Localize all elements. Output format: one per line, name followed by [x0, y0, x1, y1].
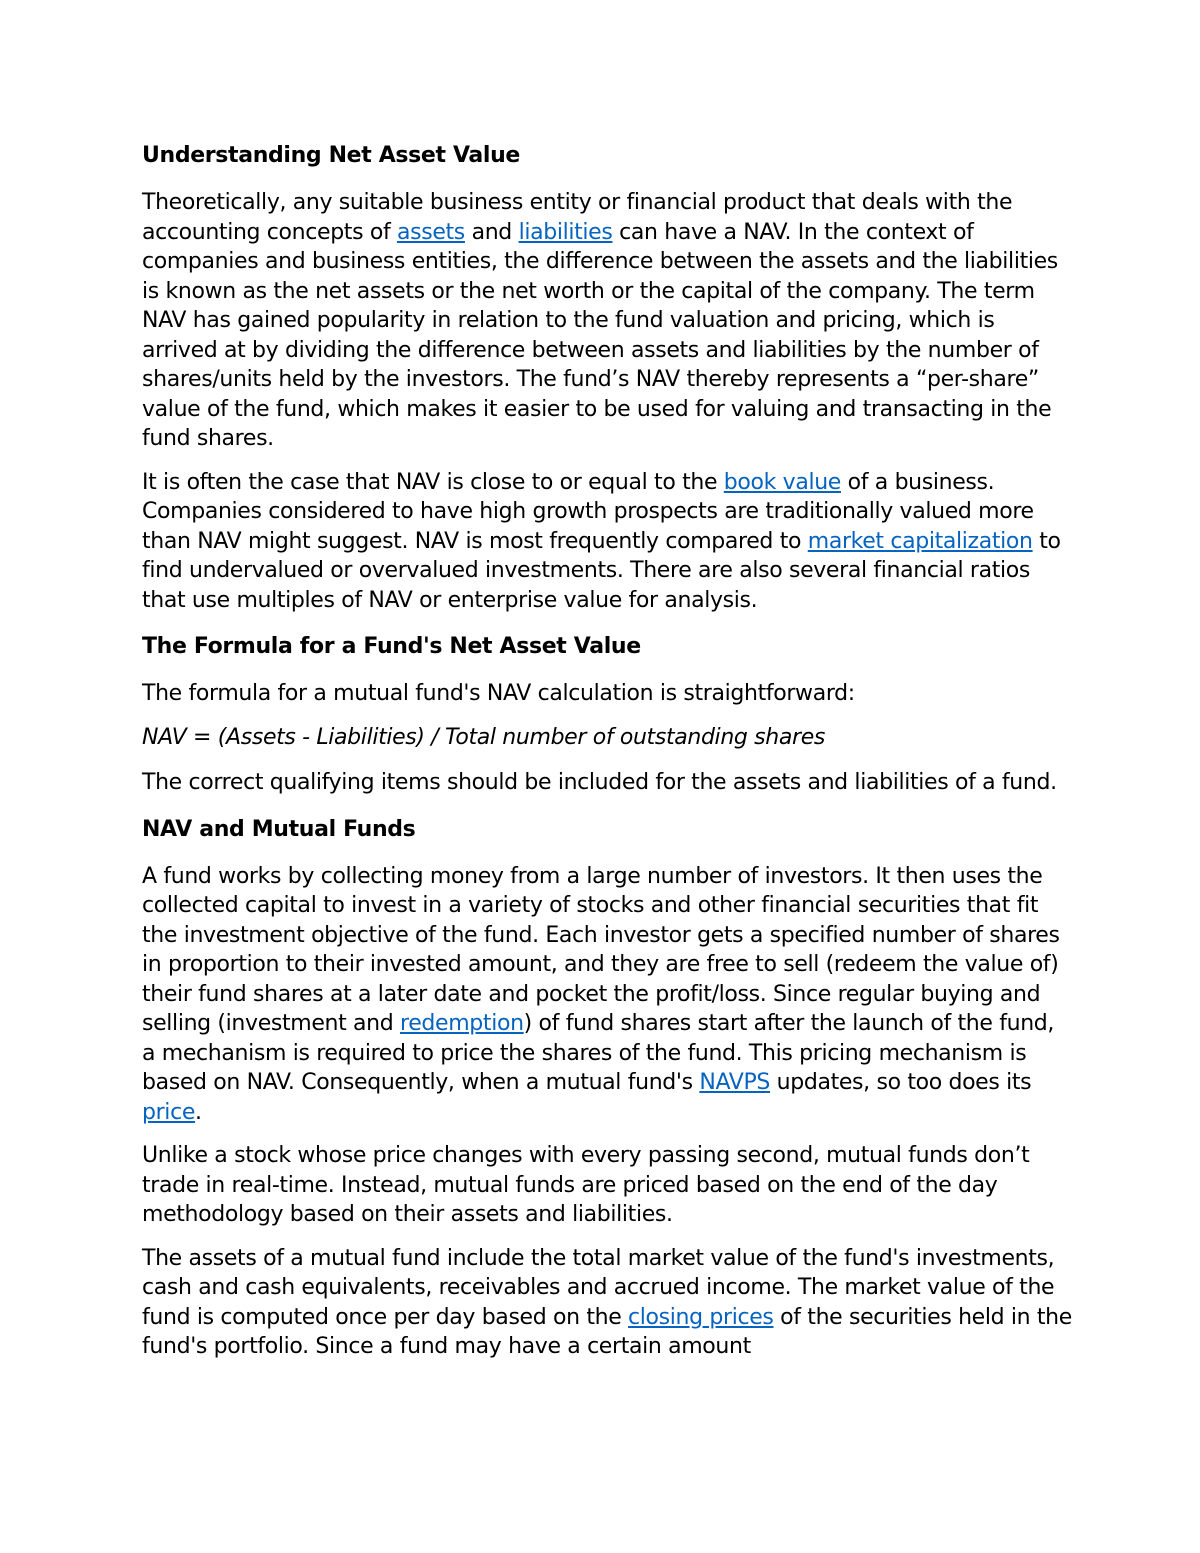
paragraph-text: updates, so too does its — [770, 1070, 1032, 1095]
document-page — [142, 138, 1072, 1376]
paragraph-text: of the securities held in the fund's portfolio. Since a fund may have a certain amount — [142, 1304, 1072, 1359]
link-liabilities[interactable]: liabilities — [518, 219, 613, 245]
link-assets[interactable]: assets — [396, 219, 465, 245]
paragraph-nav-theory — [142, 188, 1072, 454]
link-navps[interactable]: NAVPS — [699, 1070, 770, 1095]
link-closing-prices[interactable]: closing prices — [628, 1304, 774, 1330]
nav-formula: NAV = (Assets - Liabilities) / Total number of outstanding shares — [142, 724, 826, 750]
paragraph-text: A fund works by collecting money from a large number of investors. It then uses the collected capital to invest in a variety of stocks and other financial securities that fit the investment objective of the fund. Each investor gets a specified number of shares in proportion to their invested amount, and they are free to sell (redeem the value of) their fund shares at a later date and pocket the profit/loss. Since regular buying and selling (investment and — [142, 863, 1060, 1036]
link-redemption[interactable]: redemption — [400, 1011, 524, 1036]
section-heading-formula: The Formula for a Fund's Net Asset Value — [142, 634, 641, 659]
paragraph-text: and — [464, 219, 519, 245]
paragraph-formula-intro: The formula for a mutual fund's NAV calculation is straightforward: — [142, 681, 855, 706]
paragraph-text: It is often the case that NAV is close to or equal to the — [142, 469, 724, 495]
paragraph-pricing-methodology — [142, 1141, 1072, 1230]
paragraph-fund-assets — [142, 1244, 1072, 1362]
paragraph-text: The assets of a mutual fund include the total market value of the fund's investments, cash and cash equivalents, receivables and accrued income. The market value of the fund is computed once per day based on the — [142, 1245, 1055, 1330]
paragraph-text: ) of fund shares start after the launch of the fund, a mechanism is required to price the shares of the fund. This pricing mechanism is based on NAV. Consequently, when a mutual fund's — [142, 1011, 1055, 1095]
paragraph-text: Unlike a stock whose price changes with every passing second, mutual funds don’t trade in real-time. Instead, mutual funds are priced based on the end of the day methodology based on their assets and liabilities. — [142, 1143, 1030, 1227]
section-heading-nav-mutual-funds: NAV and Mutual Funds — [142, 816, 416, 842]
section-heading-understanding-nav: Understanding Net Asset Value — [142, 143, 520, 168]
link-book-value[interactable]: book value — [723, 469, 841, 495]
paragraph-nav-book-value — [142, 468, 1072, 616]
paragraph-fund-mechanism — [142, 862, 1072, 1128]
paragraph-text: can have a NAV. In the context of companies and business entities, the difference between the assets and the liabilities is known as the net assets or the net worth or the capital of the company. The term NAV has gained popularity in relation to the fund valuation and pricing, which is arrived at by dividing the difference between assets and liabilities by the number of shares/units held by the investors. The fund’s NAV thereby represents a “per-share” value of the fund, which makes it easier to be used for valuing and transacting in the fund shares. — [142, 219, 1058, 451]
paragraph-text: Theoretically, any suitable business entity or financial product that deals with the accounting concepts of — [142, 190, 1013, 245]
paragraph-formula-note: The correct qualifying items should be included for the assets and liabilities of a fund. — [142, 770, 1057, 795]
paragraph-text: . — [195, 1099, 202, 1125]
link-price[interactable]: price — [142, 1099, 196, 1125]
paragraph-text: of a business. Companies considered to have high growth prospects are traditionally valued more than NAV might suggest. NAV is most frequently compared to — [142, 469, 1034, 554]
paragraph-text: to find undervalued or overvalued investments. There are also several financial ratios that use multiples of NAV or enterprise value for analysis. — [142, 528, 1061, 613]
link-market-capitalization[interactable]: market capitalization — [807, 528, 1033, 554]
